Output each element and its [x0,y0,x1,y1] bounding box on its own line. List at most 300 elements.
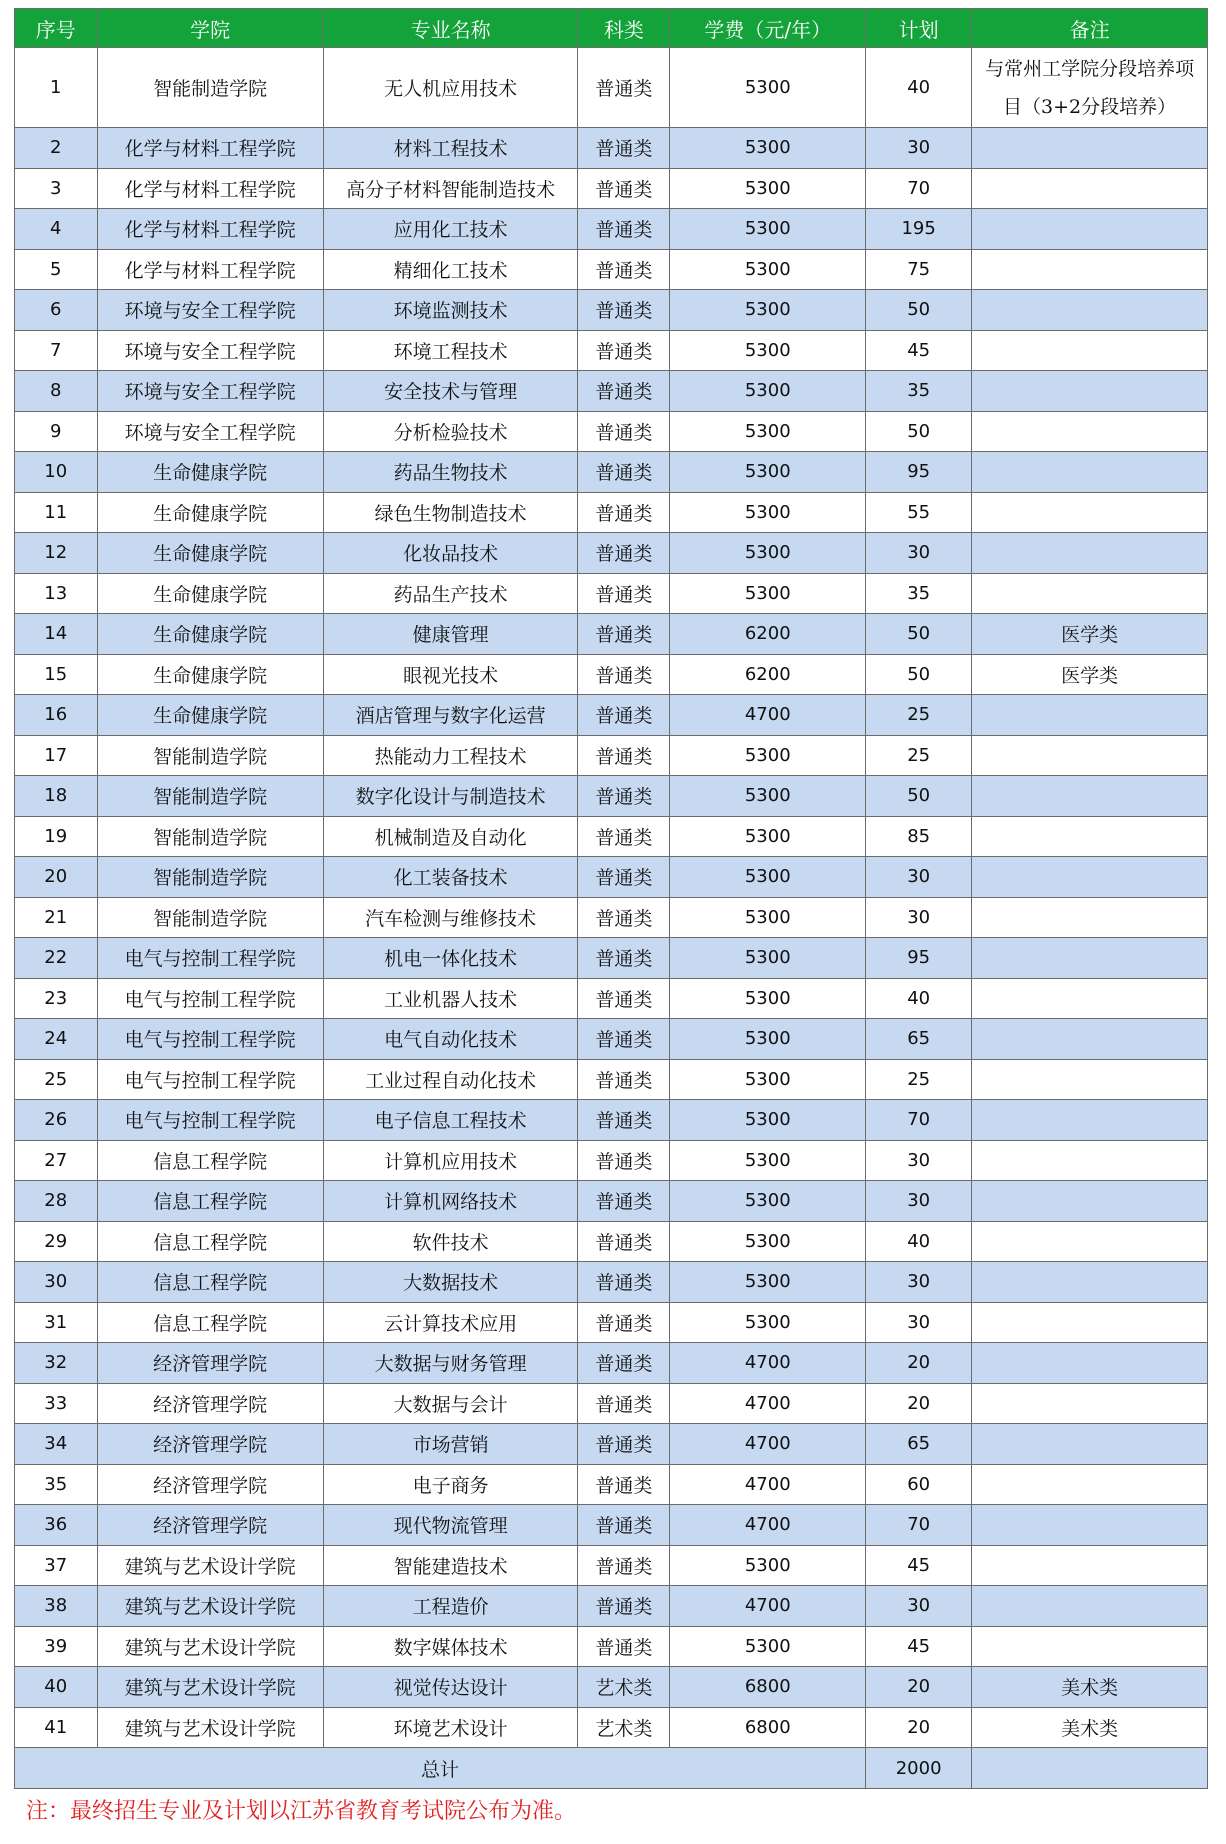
cell-fee: 5300 [670,816,866,857]
cell-college: 经济管理学院 [97,1424,323,1465]
cell-college: 经济管理学院 [97,1505,323,1546]
cell-fee: 5300 [670,1019,866,1060]
cell-college: 环境与安全工程学院 [97,330,323,371]
cell-category: 普通类 [578,816,670,857]
cell-note [972,1464,1208,1505]
cell-note [972,411,1208,452]
cell-note [972,452,1208,493]
cell-college: 环境与安全工程学院 [97,371,323,412]
cell-no: 13 [15,573,98,614]
cell-note [972,1586,1208,1627]
cell-plan: 25 [866,695,972,736]
cell-plan: 85 [866,816,972,857]
cell-plan: 30 [866,1586,972,1627]
cell-major: 药品生产技术 [323,573,578,614]
cell-no: 23 [15,978,98,1019]
header-college: 学院 [97,9,323,48]
cell-no: 20 [15,857,98,898]
table-row [15,249,1208,290]
cell-category: 普通类 [578,1100,670,1141]
cell-college: 电气与控制工程学院 [97,1100,323,1141]
cell-plan: 20 [866,1707,972,1748]
cell-fee: 5300 [670,1545,866,1586]
cell-fee: 5300 [670,1221,866,1262]
cell-no: 17 [15,735,98,776]
cell-plan: 45 [866,1626,972,1667]
cell-fee: 5300 [670,330,866,371]
cell-plan: 50 [866,776,972,817]
cell-fee: 5300 [670,1262,866,1303]
cell-plan: 30 [866,533,972,574]
cell-fee: 6200 [670,654,866,695]
cell-fee: 5300 [670,48,866,128]
cell-major: 健康管理 [323,614,578,655]
cell-category: 普通类 [578,776,670,817]
table-row [15,1383,1208,1424]
cell-major: 软件技术 [323,1221,578,1262]
cell-no: 28 [15,1181,98,1222]
cell-category: 普通类 [578,1626,670,1667]
cell-category: 普通类 [578,1181,670,1222]
cell-no: 31 [15,1302,98,1343]
cell-category: 普通类 [578,897,670,938]
cell-note [972,978,1208,1019]
cell-category: 艺术类 [578,1667,670,1708]
cell-college: 信息工程学院 [97,1302,323,1343]
cell-category: 普通类 [578,48,670,128]
cell-category: 普通类 [578,1586,670,1627]
cell-note [972,249,1208,290]
table-row [15,938,1208,979]
cell-fee: 4700 [670,1464,866,1505]
table-row [15,290,1208,331]
cell-category: 普通类 [578,1545,670,1586]
cell-no: 9 [15,411,98,452]
cell-major: 化妆品技术 [323,533,578,574]
cell-category: 普通类 [578,1262,670,1303]
cell-no: 18 [15,776,98,817]
table-row [15,1140,1208,1181]
cell-fee: 5300 [670,938,866,979]
table-row [15,168,1208,209]
cell-category: 普通类 [578,735,670,776]
table-header-row [15,9,1208,48]
cell-plan: 50 [866,654,972,695]
cell-fee: 4700 [670,1505,866,1546]
cell-major: 机械制造及自动化 [323,816,578,857]
cell-note [972,1221,1208,1262]
cell-no: 6 [15,290,98,331]
cell-fee: 5300 [670,168,866,209]
cell-college: 电气与控制工程学院 [97,1059,323,1100]
cell-fee: 5300 [670,411,866,452]
cell-major: 应用化工技术 [323,209,578,250]
cell-note: 医学类 [972,654,1208,695]
cell-fee: 5300 [670,249,866,290]
cell-plan: 95 [866,452,972,493]
cell-note [972,1505,1208,1546]
cell-note [972,695,1208,736]
cell-no: 29 [15,1221,98,1262]
cell-major: 视觉传达设计 [323,1667,578,1708]
cell-major: 大数据与会计 [323,1383,578,1424]
cell-category: 普通类 [578,209,670,250]
cell-plan: 30 [866,897,972,938]
cell-note [972,128,1208,169]
cell-no: 15 [15,654,98,695]
cell-major: 电子商务 [323,1464,578,1505]
table-row [15,614,1208,655]
cell-category: 普通类 [578,411,670,452]
cell-note [972,1181,1208,1222]
cell-note [972,1100,1208,1141]
cell-plan: 70 [866,1100,972,1141]
cell-college: 智能制造学院 [97,776,323,817]
cell-fee: 4700 [670,1383,866,1424]
cell-plan: 30 [866,1262,972,1303]
cell-no: 24 [15,1019,98,1060]
cell-fee: 4700 [670,1424,866,1465]
cell-fee: 5300 [670,1302,866,1343]
cell-plan: 70 [866,168,972,209]
cell-major: 机电一体化技术 [323,938,578,979]
cell-major: 大数据与财务管理 [323,1343,578,1384]
cell-fee: 5300 [670,573,866,614]
cell-college: 生命健康学院 [97,695,323,736]
cell-category: 艺术类 [578,1707,670,1748]
cell-plan: 30 [866,857,972,898]
cell-no: 38 [15,1586,98,1627]
cell-note [972,1302,1208,1343]
cell-note [972,492,1208,533]
cell-fee: 5300 [670,1140,866,1181]
cell-major: 材料工程技术 [323,128,578,169]
table-row [15,735,1208,776]
cell-category: 普通类 [578,573,670,614]
cell-category: 普通类 [578,695,670,736]
cell-college: 生命健康学院 [97,452,323,493]
cell-major: 汽车检测与维修技术 [323,897,578,938]
table-row [15,1424,1208,1465]
cell-fee: 5300 [670,735,866,776]
cell-no: 14 [15,614,98,655]
cell-plan: 20 [866,1343,972,1384]
cell-category: 普通类 [578,1383,670,1424]
cell-plan: 40 [866,978,972,1019]
table-row [15,48,1208,128]
cell-plan: 50 [866,614,972,655]
cell-no: 2 [15,128,98,169]
cell-fee: 5300 [670,857,866,898]
cell-plan: 40 [866,48,972,128]
table-row [15,128,1208,169]
table-row [15,1586,1208,1627]
cell-category: 普通类 [578,249,670,290]
cell-plan: 30 [866,1181,972,1222]
cell-note [972,1059,1208,1100]
cell-category: 普通类 [578,1464,670,1505]
cell-note [972,533,1208,574]
cell-category: 普通类 [578,1424,670,1465]
cell-plan: 60 [866,1464,972,1505]
cell-category: 普通类 [578,1140,670,1181]
cell-plan: 95 [866,938,972,979]
cell-college: 生命健康学院 [97,573,323,614]
cell-fee: 4700 [670,1586,866,1627]
cell-college: 建筑与艺术设计学院 [97,1626,323,1667]
cell-college: 化学与材料工程学院 [97,168,323,209]
cell-category: 普通类 [578,654,670,695]
cell-college: 化学与材料工程学院 [97,209,323,250]
cell-college: 智能制造学院 [97,816,323,857]
cell-college: 化学与材料工程学院 [97,128,323,169]
cell-major: 工业机器人技术 [323,978,578,1019]
cell-no: 10 [15,452,98,493]
cell-no: 11 [15,492,98,533]
cell-college: 建筑与艺术设计学院 [97,1667,323,1708]
cell-fee: 5300 [670,1626,866,1667]
table-row [15,492,1208,533]
table-row [15,1100,1208,1141]
cell-major: 工业过程自动化技术 [323,1059,578,1100]
cell-fee: 5300 [670,492,866,533]
cell-major: 现代物流管理 [323,1505,578,1546]
cell-college: 信息工程学院 [97,1181,323,1222]
cell-fee: 5300 [670,1100,866,1141]
cell-major: 眼视光技术 [323,654,578,695]
table-row [15,1505,1208,1546]
cell-category: 普通类 [578,1505,670,1546]
cell-no: 33 [15,1383,98,1424]
cell-category: 普通类 [578,1221,670,1262]
table-row [15,1262,1208,1303]
cell-fee: 5300 [670,371,866,412]
cell-no: 36 [15,1505,98,1546]
cell-note [972,1343,1208,1384]
total-plan: 2000 [866,1748,972,1789]
cell-no: 39 [15,1626,98,1667]
cell-major: 精细化工技术 [323,249,578,290]
table-row [15,411,1208,452]
table-row [15,695,1208,736]
cell-category: 普通类 [578,857,670,898]
table-body [15,48,1208,1748]
table-row [15,1181,1208,1222]
cell-note: 与常州工学院分段培养项目（3+2分段培养） [972,48,1208,128]
cell-fee: 6800 [670,1667,866,1708]
table-row [15,654,1208,695]
cell-plan: 70 [866,1505,972,1546]
cell-major: 电子信息工程技术 [323,1100,578,1141]
cell-college: 生命健康学院 [97,492,323,533]
cell-plan: 195 [866,209,972,250]
cell-plan: 55 [866,492,972,533]
cell-major: 化工装备技术 [323,857,578,898]
cell-no: 30 [15,1262,98,1303]
cell-plan: 35 [866,573,972,614]
cell-category: 普通类 [578,614,670,655]
cell-note [972,938,1208,979]
cell-major: 高分子材料智能制造技术 [323,168,578,209]
cell-no: 1 [15,48,98,128]
cell-no: 8 [15,371,98,412]
header-fee: 学费（元/年） [670,9,866,48]
cell-category: 普通类 [578,978,670,1019]
cell-fee: 5300 [670,776,866,817]
cell-fee: 4700 [670,695,866,736]
table-row [15,857,1208,898]
cell-no: 7 [15,330,98,371]
cell-category: 普通类 [578,371,670,412]
cell-plan: 65 [866,1424,972,1465]
cell-major: 数字化设计与制造技术 [323,776,578,817]
table-row [15,1343,1208,1384]
cell-note [972,330,1208,371]
cell-plan: 20 [866,1383,972,1424]
table-row [15,978,1208,1019]
cell-college: 生命健康学院 [97,654,323,695]
cell-category: 普通类 [578,492,670,533]
cell-college: 经济管理学院 [97,1343,323,1384]
table-row [15,897,1208,938]
cell-plan: 30 [866,128,972,169]
cell-note [972,1140,1208,1181]
total-label: 总计 [15,1748,866,1789]
cell-college: 智能制造学院 [97,735,323,776]
cell-major: 计算机网络技术 [323,1181,578,1222]
cell-major: 绿色生物制造技术 [323,492,578,533]
cell-major: 环境监测技术 [323,290,578,331]
cell-note [972,1262,1208,1303]
cell-major: 市场营销 [323,1424,578,1465]
cell-major: 计算机应用技术 [323,1140,578,1181]
table-row [15,209,1208,250]
cell-no: 35 [15,1464,98,1505]
cell-college: 建筑与艺术设计学院 [97,1586,323,1627]
cell-major: 环境工程技术 [323,330,578,371]
enrollment-plan-table [14,8,1208,1789]
cell-college: 电气与控制工程学院 [97,978,323,1019]
table-row [15,1302,1208,1343]
cell-no: 19 [15,816,98,857]
cell-note [972,776,1208,817]
cell-plan: 30 [866,1140,972,1181]
cell-fee: 6800 [670,1707,866,1748]
cell-major: 电气自动化技术 [323,1019,578,1060]
cell-category: 普通类 [578,1302,670,1343]
cell-fee: 5300 [670,209,866,250]
cell-college: 生命健康学院 [97,533,323,574]
cell-major: 安全技术与管理 [323,371,578,412]
cell-major: 热能动力工程技术 [323,735,578,776]
cell-note [972,897,1208,938]
cell-category: 普通类 [578,128,670,169]
table-row [15,1626,1208,1667]
table-row [15,1019,1208,1060]
cell-plan: 75 [866,249,972,290]
cell-no: 37 [15,1545,98,1586]
cell-fee: 5300 [670,290,866,331]
cell-college: 生命健康学院 [97,614,323,655]
cell-college: 智能制造学院 [97,857,323,898]
table-row [15,1221,1208,1262]
cell-category: 普通类 [578,290,670,331]
header-plan: 计划 [866,9,972,48]
header-major: 专业名称 [323,9,578,48]
cell-note [972,1383,1208,1424]
cell-category: 普通类 [578,1019,670,1060]
cell-fee: 6200 [670,614,866,655]
cell-no: 21 [15,897,98,938]
cell-major: 环境艺术设计 [323,1707,578,1748]
table-row [15,1545,1208,1586]
cell-plan: 45 [866,330,972,371]
cell-fee: 5300 [670,978,866,1019]
cell-no: 3 [15,168,98,209]
cell-college: 信息工程学院 [97,1221,323,1262]
table-row [15,1059,1208,1100]
cell-no: 16 [15,695,98,736]
cell-category: 普通类 [578,938,670,979]
table-row [15,816,1208,857]
cell-category: 普通类 [578,1343,670,1384]
cell-fee: 5300 [670,128,866,169]
cell-college: 环境与安全工程学院 [97,411,323,452]
cell-college: 信息工程学院 [97,1262,323,1303]
cell-note [972,371,1208,412]
cell-category: 普通类 [578,330,670,371]
total-note [972,1748,1208,1789]
cell-no: 32 [15,1343,98,1384]
cell-college: 经济管理学院 [97,1383,323,1424]
footnote: 注：最终招生专业及计划以江苏省教育考试院公布为准。 [26,1799,577,1824]
cell-college: 智能制造学院 [97,48,323,128]
cell-note [972,209,1208,250]
table-row [15,1707,1208,1748]
cell-college: 建筑与艺术设计学院 [97,1707,323,1748]
cell-note: 医学类 [972,614,1208,655]
cell-no: 12 [15,533,98,574]
cell-category: 普通类 [578,452,670,493]
cell-note [972,1626,1208,1667]
cell-plan: 50 [866,411,972,452]
cell-major: 工程造价 [323,1586,578,1627]
cell-major: 酒店管理与数字化运营 [323,695,578,736]
table-row [15,371,1208,412]
cell-college: 化学与材料工程学院 [97,249,323,290]
cell-major: 分析检验技术 [323,411,578,452]
cell-college: 建筑与艺术设计学院 [97,1545,323,1586]
cell-no: 26 [15,1100,98,1141]
cell-college: 电气与控制工程学院 [97,938,323,979]
cell-college: 信息工程学院 [97,1140,323,1181]
cell-category: 普通类 [578,168,670,209]
cell-fee: 5300 [670,1181,866,1222]
table-row [15,1464,1208,1505]
table-row [15,573,1208,614]
cell-college: 智能制造学院 [97,897,323,938]
cell-no: 25 [15,1059,98,1100]
cell-note [972,1019,1208,1060]
cell-plan: 20 [866,1667,972,1708]
cell-no: 5 [15,249,98,290]
cell-major: 云计算技术应用 [323,1302,578,1343]
cell-note [972,290,1208,331]
cell-fee: 4700 [670,1343,866,1384]
table-row [15,452,1208,493]
cell-plan: 45 [866,1545,972,1586]
cell-no: 27 [15,1140,98,1181]
